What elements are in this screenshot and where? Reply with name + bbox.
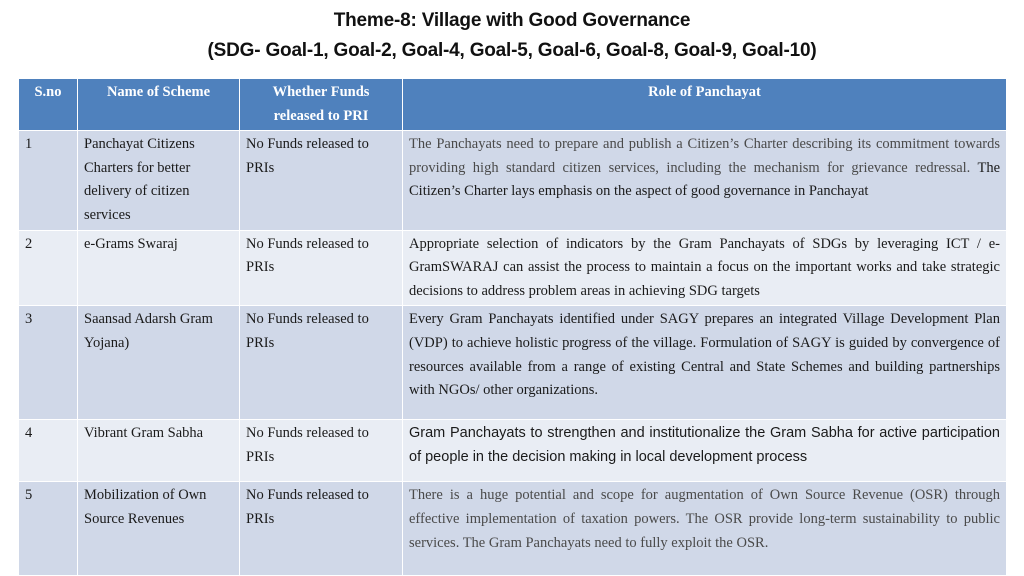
table-row xyxy=(19,420,1007,482)
table-row xyxy=(19,131,1007,230)
cell-funds: No Funds released to PRIs xyxy=(240,306,403,420)
cell-funds: No Funds released to PRIs xyxy=(240,482,403,576)
cell-funds: No Funds released to PRIs xyxy=(240,420,403,482)
table-row xyxy=(19,306,1007,420)
cell-scheme: Mobilization of Own Source Revenues xyxy=(78,482,240,576)
cell-sno: 4 xyxy=(19,420,78,482)
table-header-row xyxy=(19,79,1007,131)
title-block xyxy=(0,6,1024,66)
header-funds: Whether Funds released to PRI xyxy=(240,79,403,131)
page-title: Theme-8: Village with Good Governance xyxy=(333,10,691,31)
role-text-part2: The Citizen’s Charter lays emphasis on the aspect of good governance in Panchayat xyxy=(409,159,1001,200)
cell-scheme: Vibrant Gram Sabha xyxy=(78,420,240,482)
cell-scheme: Saansad Adarsh Gram Yojana) xyxy=(78,306,240,420)
table-row xyxy=(19,482,1007,576)
cell-role: Gram Panchayats to strengthen and institutionalize the Gram Sabha for active participation of people in the decision making in local development process xyxy=(403,420,1007,482)
cell-scheme: Panchayat Citizens Charters for better delivery of citizen services xyxy=(78,131,240,230)
header-scheme: Name of Scheme xyxy=(78,79,240,131)
page-subtitle: (SDG- Goal-1, Goal-2, Goal-4, Goal-5, Goal-6, Goal-8, Goal-9, Goal-10) xyxy=(207,40,817,61)
cell-funds: No Funds released to PRIs xyxy=(240,230,403,306)
table-row xyxy=(19,230,1007,306)
schemes-table xyxy=(18,78,1007,576)
cell-role: There is a huge potential and scope for augmentation of Own Source Revenue (OSR) through effective implementation of taxation powers. The OSR provide long-term sustainability to public services. The Gram Panchayats need to fully exploit the OSR. xyxy=(403,482,1007,576)
cell-role: Appropriate selection of indicators by the Gram Panchayats of SDGs by leveraging ICT / e-GramSWARAJ can assist the process to maintain a focus on the important works and take strategic decisions to address problem areas in achieving SDG targets xyxy=(403,230,1007,306)
cell-sno: 5 xyxy=(19,482,78,576)
cell-scheme: e-Grams Swaraj xyxy=(78,230,240,306)
cell-funds: No Funds released to PRIs xyxy=(240,131,403,230)
header-role: Role of Panchayat xyxy=(403,79,1007,131)
cell-role: Every Gram Panchayats identified under SAGY prepares an integrated Village Development Plan (VDP) to achieve holistic progress of the village. Formulation of SAGY is guided by convergence of resources available from a range of existing Central and State Schemes and building partnerships with NGOs/ other organizations. xyxy=(403,306,1007,420)
cell-role xyxy=(403,131,1007,230)
role-text-part1: The Panchayats need to prepare and publish a Citizen’s Charter describing its commitment towards providing high standard citizen services, including the mechanism for grievance redressal. xyxy=(409,136,1000,176)
cell-sno: 1 xyxy=(19,131,78,230)
cell-sno: 3 xyxy=(19,306,78,420)
cell-sno: 2 xyxy=(19,230,78,306)
header-sno: S.no xyxy=(19,79,78,131)
